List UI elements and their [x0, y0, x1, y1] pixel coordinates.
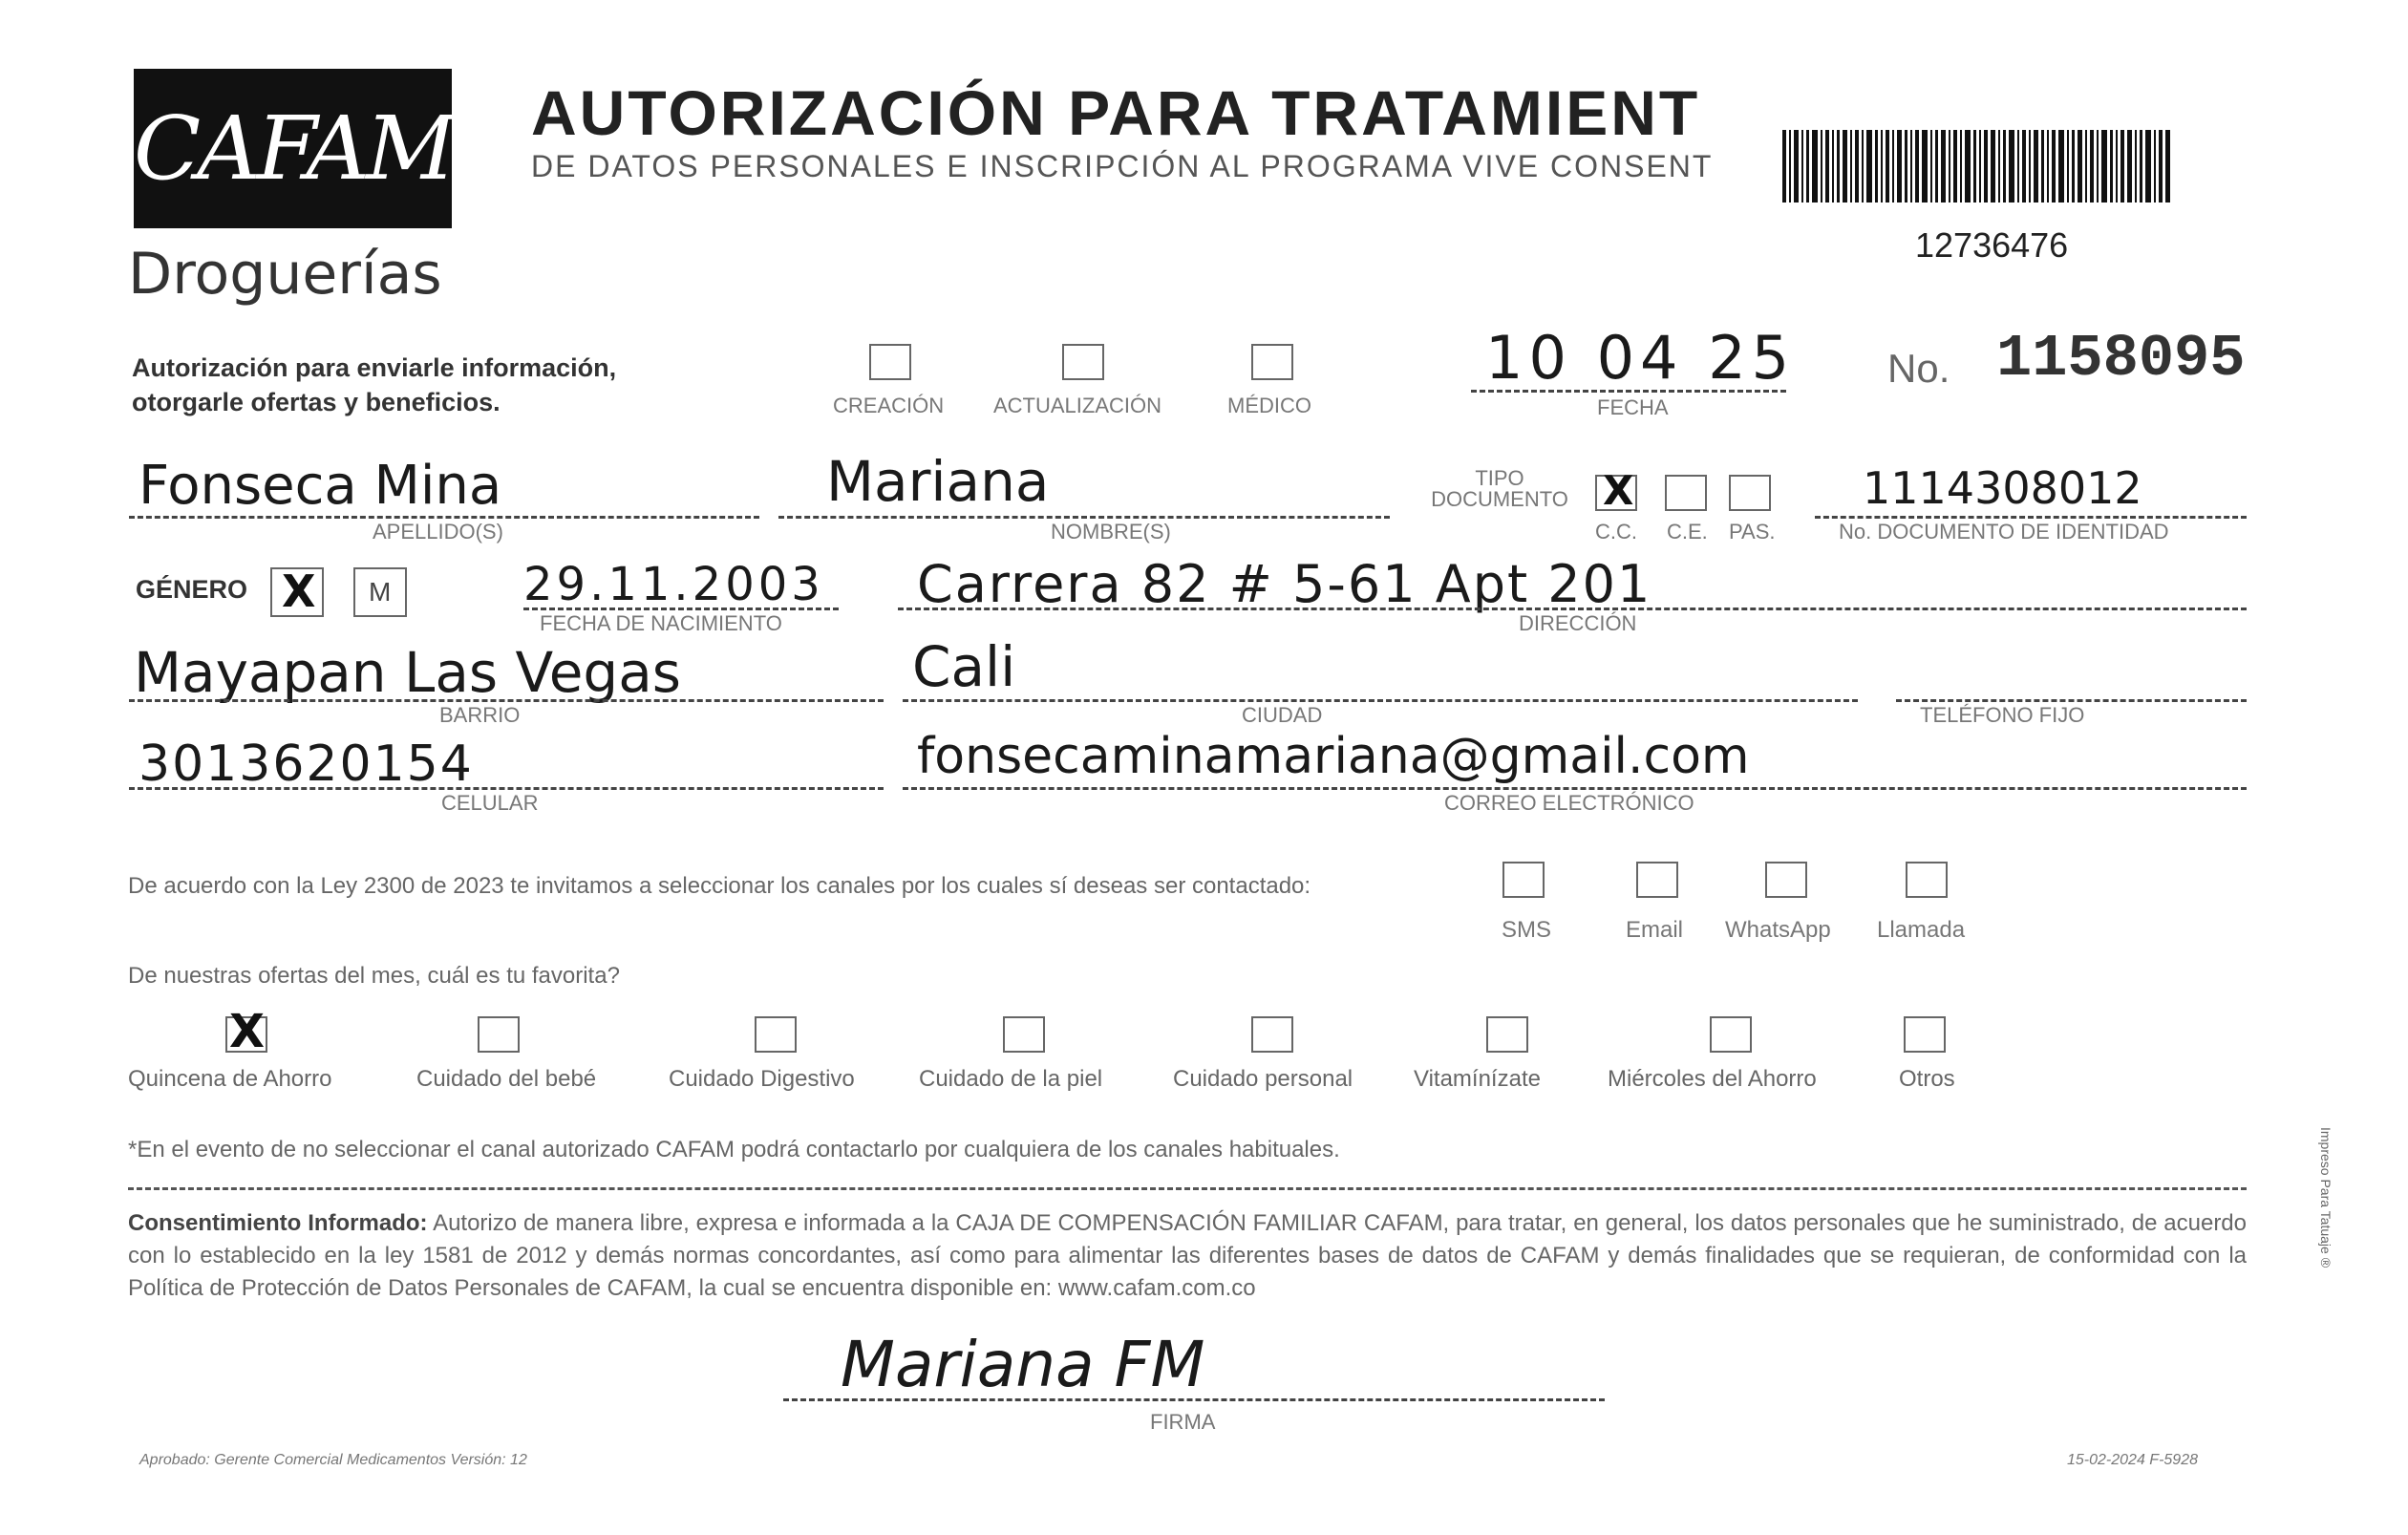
ce-checkbox[interactable] [1665, 475, 1707, 511]
firma-value[interactable]: Mariana FM [841, 1328, 1205, 1401]
cuidado-personal-label: Cuidado personal [1173, 1066, 1353, 1092]
numero-label: No. [1887, 346, 1950, 391]
actualizacion-checkbox[interactable] [1062, 344, 1104, 380]
consentimiento-body: Autorizo de manera libre, expresa e informada a la CAJA DE COMPENSACIÓN FAMILIAR CAFAM, para tratar, en general, los datos personales que he suministrado, de acuerdo con lo establecido en la ley 1581 de 2012 y demás normas concordantes, así como para alimentar las diferentes bases de datos de CAFAM y demás finalidades que se requieran, de conformidad con la Política de Protección de Datos Personales de CAFAM, la cual se encuentra disponible en: www.cafam.com.co [128, 1210, 2248, 1301]
tipo-documento-label: TIPO DOCUMENTO [1431, 466, 1568, 511]
canales-text: De acuerdo con la Ley 2300 de 2023 te invitamos a seleccionar los canales por los cuales sí deseas ser contactado: [128, 873, 1311, 899]
correo-value[interactable]: fonsecaminamariana@gmail.com [917, 728, 1750, 785]
otros-label: Otros [1899, 1066, 1955, 1092]
cuidado-piel-label: Cuidado de la piel [919, 1066, 1103, 1092]
barrio-value[interactable]: Mayapan Las Vegas [134, 640, 681, 705]
barcode-number: 12736476 [1915, 225, 2069, 265]
nombres-value[interactable]: Mariana [826, 449, 1050, 514]
barcode [1782, 130, 2170, 203]
direccion-label: DIRECCIÓN [1519, 611, 1637, 635]
genero-label: GÉNERO [136, 575, 248, 604]
quincena-label: Quincena de Ahorro [128, 1066, 332, 1092]
telefono-fijo-label: TELÉFONO FIJO [1920, 703, 2085, 727]
quincena-checkbox[interactable]: X [225, 1016, 267, 1053]
email-label: Email [1626, 917, 1684, 943]
nombres-label: NOMBRE(S) [1051, 520, 1171, 544]
side-note: Impreso Para Tatuaje ® [2318, 1127, 2333, 1269]
llamada-label: Llamada [1877, 917, 1966, 943]
footer-left: Aprobado: Gerente Comercial Medicamentos Versión: 12 [139, 1452, 527, 1468]
creacion-checkbox[interactable] [869, 344, 911, 380]
divider [128, 1187, 2247, 1190]
footer-right: 15-02-2024 F-5928 [2067, 1452, 2198, 1468]
nacimiento-value[interactable]: 29.11.2003 [523, 558, 824, 611]
celular-value[interactable]: 3013620154 [139, 736, 474, 793]
pas-checkbox[interactable] [1729, 475, 1771, 511]
miercoles-ahorro-label: Miércoles del Ahorro [1608, 1066, 1817, 1092]
apellidos-label: APELLIDO(S) [373, 520, 503, 544]
vitaminizate-label: Vitamínízate [1414, 1066, 1541, 1092]
cuidado-digestivo-checkbox[interactable] [755, 1016, 797, 1053]
whatsapp-checkbox[interactable] [1765, 862, 1807, 898]
numero-documento-value[interactable]: 1114308012 [1863, 462, 2142, 514]
numero-value: 1158095 [1996, 325, 2246, 393]
cc-label: C.C. [1595, 520, 1637, 544]
consentimiento-text [128, 1207, 2247, 1305]
cuidado-personal-checkbox[interactable] [1251, 1016, 1293, 1053]
subbrand: Droguerías [128, 241, 442, 308]
autorizacion-text-line1: Autorización para enviarle información, [132, 353, 617, 382]
whatsapp-label: WhatsApp [1725, 917, 1831, 943]
cuidado-bebe-checkbox[interactable] [478, 1016, 520, 1053]
barrio-label: BARRIO [439, 703, 521, 727]
apellidos-value[interactable]: Fonseca Mina [139, 455, 502, 517]
fecha-label: FECHA [1597, 395, 1669, 419]
cuidado-bebe-label: Cuidado del bebé [416, 1066, 597, 1092]
ofertas-question: De nuestras ofertas del mes, cuál es tu favorita? [128, 963, 620, 989]
otros-checkbox[interactable] [1904, 1016, 1946, 1053]
form-title: AUTORIZACIÓN PARA TRATAMIENT [531, 77, 1701, 148]
cuidado-piel-checkbox[interactable] [1003, 1016, 1045, 1053]
fecha-value[interactable]: 10 04 25 [1485, 323, 1796, 393]
sms-label: SMS [1502, 917, 1552, 943]
numero-documento-label: No. DOCUMENTO DE IDENTIDAD [1839, 520, 2169, 544]
vitaminizate-checkbox[interactable] [1486, 1016, 1528, 1053]
email-checkbox[interactable] [1636, 862, 1678, 898]
nacimiento-label: FECHA DE NACIMIENTO [540, 611, 782, 635]
firma-label: FIRMA [1150, 1410, 1216, 1434]
ce-label: C.E. [1667, 520, 1708, 544]
ciudad-value[interactable]: Cali [912, 634, 1016, 699]
consentimiento-heading: Consentimiento Informado: [128, 1210, 428, 1236]
cuidado-digestivo-label: Cuidado Digestivo [669, 1066, 855, 1092]
pas-label: PAS. [1729, 520, 1776, 544]
correo-label: CORREO ELECTRÓNICO [1444, 791, 1694, 815]
form-subtitle: DE DATOS PERSONALES E INSCRIPCIÓN AL PROGRAMA VIVE CONSENT [531, 149, 1714, 183]
celular-label: CELULAR [441, 791, 539, 815]
cafam-logo: CAFAM [134, 69, 452, 228]
cc-checkbox[interactable]: X [1595, 475, 1637, 511]
llamada-checkbox[interactable] [1906, 862, 1948, 898]
genero-m-checkbox[interactable]: M [353, 567, 407, 617]
nota-text: *En el evento de no seleccionar el canal autorizado CAFAM podrá contactarlo por cualquiera de los canales habituales. [128, 1137, 1340, 1162]
actualizacion-label: ACTUALIZACIÓN [993, 394, 1162, 417]
sms-checkbox[interactable] [1502, 862, 1545, 898]
medico-label: MÉDICO [1227, 394, 1311, 417]
creacion-label: CREACIÓN [833, 394, 945, 417]
autorizacion-text-line2: otorgarle ofertas y beneficios. [132, 388, 501, 416]
ciudad-label: CIUDAD [1242, 703, 1323, 727]
miercoles-ahorro-checkbox[interactable] [1710, 1016, 1752, 1053]
genero-f-checkbox[interactable]: X [270, 567, 324, 617]
medico-checkbox[interactable] [1251, 344, 1293, 380]
direccion-value[interactable]: Carrera 82 # 5-61 Apt 201 [917, 554, 1652, 614]
